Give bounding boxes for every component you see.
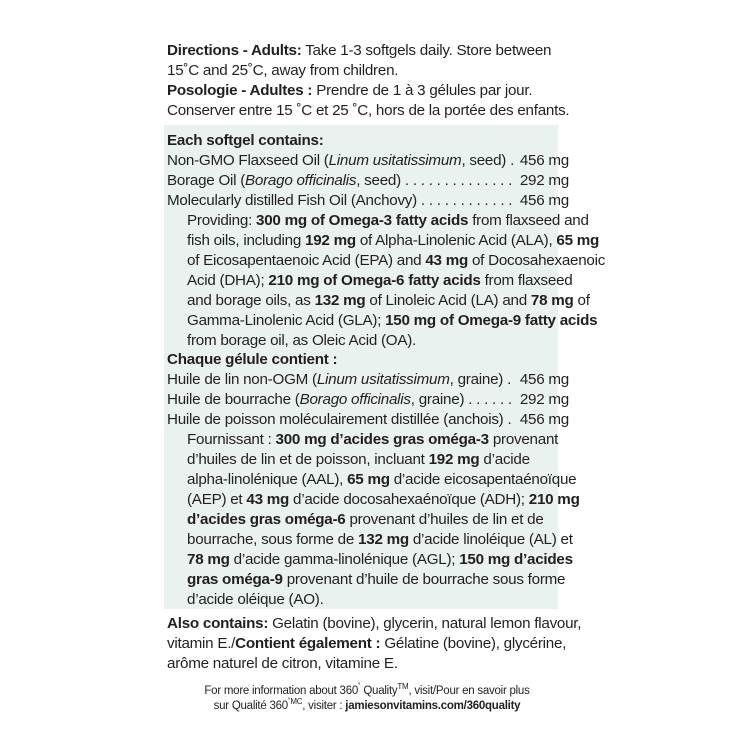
ingredient-row: Molecularly distilled Fish Oil (Anchovy) . . . 456 mg [167,191,569,211]
footer-line2: sur Qualité $360^{˚MC}$, visiter : jamiesonvitamins.com/360quality [213,697,521,712]
providing-en-line: Gamma-Linolenic Acid (GLA); 150 mg of Omega-9 fatty acids [187,312,598,329]
directions-fr-line2: Conserver entre 15 ˚C et 25 ˚C, hors de la portée des enfants. [167,102,570,119]
ingredient-row: Huile de lin non-OGM (Linum usitatissimum, graine) . . . 456 mg [167,370,569,390]
also-contains-line1: Also contains: Gelatin (bovine), glycerin, natural lemon flavour, [167,615,582,632]
providing-en-line: Acid (DHA); 210 mg of Omega-6 fatty acids from flaxseed [187,272,573,289]
providing-fr-line: d’huiles de lin et de poisson, incluant 192 mg d’acide [187,451,530,468]
supplement-label [167,0,606,750]
also-contains-line2: vitamin E./Contient également : Gélatine (bovine), glycérine, [167,635,567,652]
providing-en-line: Providing: 300 mg of Omega-3 fatty acids from flaxseed and [187,212,589,229]
ingredients-heading-en: Each softgel contains: [167,132,324,149]
providing-fr-line: 78 mg d’acide gamma-linolénique (AGL); 150 mg d’acides [187,551,573,568]
ingredient-row: Huile de bourrache (Borago officinalis, graine) . . . 292 mg [167,390,569,410]
providing-fr-line: d’acide oléique (AO). [187,591,324,608]
directions-en-line2: 15˚C and 25˚C, away from children. [167,62,399,79]
providing-fr-line: alpha-linolénique (AAL), 65 mg d’acide eicosapentaénoïque [187,471,577,488]
providing-en-line: of Eicosapentaenoic Acid (EPA) and 43 mg of Docosahexaenoic [187,252,606,269]
ingredient-row: Borage Oil (Borago officinalis, seed) . . . 292 mg [167,171,569,191]
providing-fr-line: gras oméga-9 provenant d’huile de bourrache sous forme [187,571,566,588]
website-link[interactable]: jamiesonvitamins.com/360quality [345,699,521,712]
providing-fr-line: bourrache, sous forme de 132 mg d’acide linoléique (AL) et [187,531,573,548]
providing-fr-line: d’acides gras oméga-6 provenant d’huiles de lin et de [187,511,544,528]
providing-en-line: and borage oils, as 132 mg of Linoleic Acid (LA) and 78 mg of [187,292,590,309]
footer-line1: For more information about 360˚ Quality™, visit/Pour en savoir plus [204,682,530,697]
directions-en-line1: Directions - Adults: Take 1-3 softgels daily. Store between [167,42,552,59]
directions-fr-line1: Posologie - Adultes : Prendre de 1 à 3 gélules par jour. [167,82,533,99]
providing-en-line: fish oils, including 192 mg of Alpha-Linolenic Acid (ALA), 65 mg [187,232,600,249]
ingredient-row: Non-GMO Flaxseed Oil (Linum usitatissimum, seed) . . . 456 mg [167,151,569,171]
providing-en-line: from borage oil, as Oleic Acid (OA). [187,332,417,349]
providing-fr-line: (AEP) et 43 mg d’acide docosahexaénoïque (ADH); 210 mg [187,491,580,508]
providing-fr-line: Fournissant : 300 mg d’acides gras oméga-3 provenant [187,431,559,448]
ingredients-heading-fr: Chaque gélule contient : [167,351,338,368]
ingredient-row: Huile de poisson moléculairement distillée (anchois) . . . 456 mg [167,410,569,430]
also-contains-line3: arôme naturel de citron, vitamine E. [167,655,398,672]
